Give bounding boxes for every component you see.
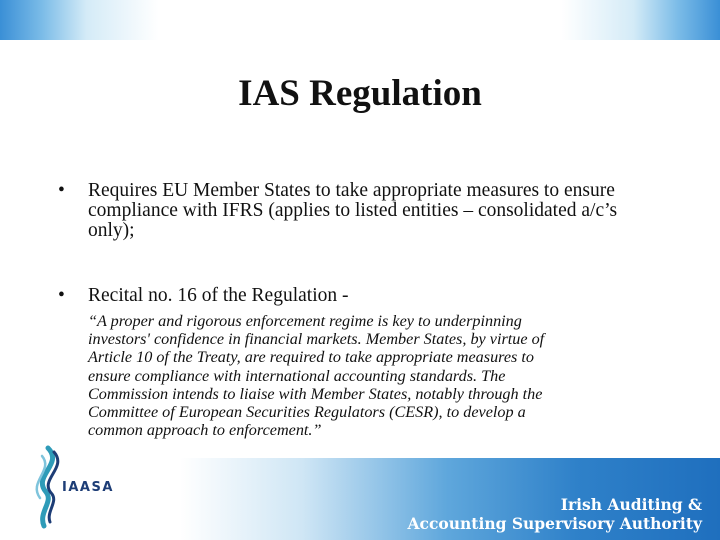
quote-line: common approach to enforcement.”: [88, 421, 322, 440]
quote-line: “A proper and rigorous enforcement regime is key to underpinning: [88, 312, 522, 330]
quote-line: Article 10 of the Treaty, are required to take appropriate measures to: [88, 348, 534, 367]
top-gradient-band: [0, 0, 720, 40]
bullet-marker: •: [58, 180, 65, 201]
bullet-text: Recital no. 16 of the Regulation -: [88, 285, 349, 306]
organization-name: [408, 495, 702, 533]
regulation-quote: [88, 312, 668, 439]
quote-line: Committee of European Securities Regulators (CESR), to develop a: [88, 403, 526, 422]
bullet-marker: •: [58, 285, 65, 306]
quote-line: ensure compliance with international accounting standards. The: [88, 366, 506, 385]
org-line-2: Accounting Supervisory Authority: [407, 514, 702, 533]
bullet-item-requires: [58, 181, 658, 241]
iaasa-logo-text: IAASA: [62, 480, 114, 495]
org-line-1: Irish Auditing &: [560, 495, 702, 514]
quote-line: Commission intends to liaise with Member States, notably through the: [88, 384, 543, 403]
quote-line: investors' confidence in financial markets. Member States, by virtue of: [88, 330, 545, 349]
bullet-item-recital: [58, 286, 658, 306]
slide-title: IAS Regulation: [238, 73, 482, 114]
bullet-text: Requires EU Member States to take appropriate measures to ensure compliance with IFRS (applies to listed entities – consolidated a/c’s only);: [88, 180, 618, 241]
